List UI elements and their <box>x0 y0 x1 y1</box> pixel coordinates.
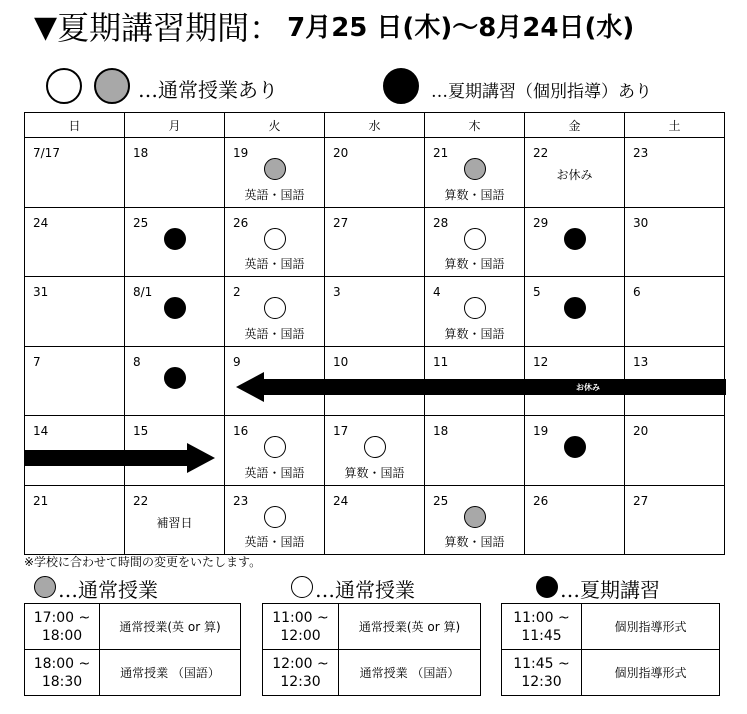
schedule-time: 18:00 ~ 18:30 <box>25 650 100 696</box>
arrow-shaft <box>264 379 726 395</box>
day-number: 15 <box>133 424 149 438</box>
calendar-day-cell <box>225 138 325 208</box>
day-number: 21 <box>433 146 449 160</box>
schedule-time: 12:00 ~ 12:30 <box>263 650 339 696</box>
schedule-row <box>25 650 241 696</box>
subject-note: 英語・国語 <box>244 326 305 341</box>
subject-note: 英語・国語 <box>244 257 305 271</box>
calendar-week-row <box>25 207 725 277</box>
weekday-header: 月 <box>125 113 225 138</box>
calendar-day-cell <box>325 416 425 486</box>
calendar-day-cell <box>125 485 225 555</box>
calendar-day-cell <box>625 138 725 208</box>
subject-note: 算数・国語 <box>444 257 505 271</box>
day-number: 24 <box>33 215 49 230</box>
calendar-day-cell <box>625 416 725 486</box>
calendar-day-cell <box>25 346 125 416</box>
day-number: 30 <box>633 215 649 230</box>
calendar-day-cell <box>25 138 125 208</box>
schedule-content: 通常授業(英 or 算) <box>100 604 241 650</box>
schedule-row <box>502 604 720 650</box>
black-circle-icon <box>164 297 186 319</box>
day-number: 22 <box>533 146 549 160</box>
subject-note: 英語・国語 <box>244 465 305 480</box>
calendar-day-cell <box>325 138 425 208</box>
white-circle-icon <box>291 576 313 598</box>
day-number: 23 <box>633 146 649 160</box>
day-number: 17 <box>333 424 349 438</box>
calendar-day-cell <box>25 485 125 555</box>
title-colon: ： <box>249 9 282 47</box>
day-number: 7/17 <box>33 146 60 160</box>
schedule-row <box>263 604 481 650</box>
calendar-week-row <box>25 138 725 208</box>
calendar-day-cell <box>425 485 525 555</box>
gray-circle-icon <box>464 506 486 528</box>
calendar-day-cell <box>425 207 525 277</box>
schedule-legend-label: …通常授業 <box>58 578 158 602</box>
day-number: 16 <box>233 424 249 438</box>
schedule-table-white <box>262 603 481 696</box>
weekday-header: 金 <box>525 113 625 138</box>
schedule-row <box>502 650 720 696</box>
calendar-day-cell <box>225 416 325 486</box>
day-number: 29 <box>533 215 549 230</box>
subject-note: 英語・国語 <box>244 535 305 549</box>
black-circle-icon <box>164 228 186 250</box>
schedule-time: 11:45 ~ 12:30 <box>502 650 582 696</box>
day-number: 8/1 <box>133 285 153 299</box>
black-circle-icon <box>564 297 586 319</box>
calendar-day-cell <box>525 416 625 486</box>
calendar-week-row <box>25 485 725 555</box>
white-circle-icon <box>464 297 486 319</box>
white-circle-icon <box>464 228 486 250</box>
day-number: 4 <box>433 285 441 299</box>
day-note: お休み <box>556 168 593 182</box>
day-number: 27 <box>633 493 649 508</box>
schedule-legend-label: …通常授業 <box>315 578 415 602</box>
day-number: 25 <box>433 493 449 508</box>
footnote: ※学校に合わせて時間の変更をいたします。 <box>24 555 262 569</box>
calendar-week-row <box>25 277 725 347</box>
day-number: 3 <box>333 285 341 299</box>
white-circle-icon <box>264 506 286 528</box>
title-main: 夏期講習期間 <box>57 9 250 47</box>
schedule-time: 11:00 ~ 11:45 <box>502 604 582 650</box>
gray-circle-icon <box>264 158 286 180</box>
calendar-table <box>24 112 725 555</box>
subject-note: 英語・国語 <box>244 187 305 202</box>
title-marker: ▼ <box>34 10 58 45</box>
black-circle-icon <box>564 228 586 250</box>
white-circle-icon <box>264 297 286 319</box>
calendar-day-cell <box>225 485 325 555</box>
calendar-day-cell <box>225 207 325 277</box>
schedule-content: 通常授業 （国語） <box>339 650 481 696</box>
day-number: 6 <box>633 285 641 299</box>
day-number: 23 <box>233 493 249 508</box>
day-number: 26 <box>533 493 549 508</box>
schedule-content: 通常授業(英 or 算) <box>339 604 481 650</box>
calendar-day-cell <box>125 346 225 416</box>
day-number: 26 <box>233 215 249 230</box>
day-number: 22 <box>133 493 149 508</box>
day-number: 20 <box>633 424 649 438</box>
calendar-day-cell <box>125 207 225 277</box>
schedule-table-black <box>501 603 720 696</box>
day-number: 10 <box>333 354 349 369</box>
weekday-header: 土 <box>625 113 725 138</box>
black-circle-icon <box>536 576 558 598</box>
legend-summer-text: …夏期講習（個別指導）あり <box>431 82 652 102</box>
schedule-content: 個別指導形式 <box>582 650 720 696</box>
black-circle-icon <box>564 436 586 458</box>
day-number: 19 <box>233 146 249 160</box>
schedule-content: 通常授業 （国語） <box>100 650 241 696</box>
calendar-day-cell <box>325 277 425 347</box>
subject-note: 算数・国語 <box>444 326 505 341</box>
day-number: 8 <box>133 354 141 369</box>
calendar-day-cell <box>325 485 425 555</box>
day-number: 21 <box>33 493 49 508</box>
schedule-legend-label: …夏期講習 <box>560 578 660 602</box>
calendar-day-cell <box>125 277 225 347</box>
day-number: 18 <box>433 424 449 438</box>
day-number: 5 <box>533 285 541 299</box>
calendar-day-cell <box>525 138 625 208</box>
calendar-day-cell <box>525 277 625 347</box>
day-number: 19 <box>533 424 549 438</box>
arrow-head <box>236 372 264 402</box>
black-circle-icon <box>383 68 419 104</box>
calendar-day-cell <box>25 207 125 277</box>
weekday-header: 木 <box>425 113 525 138</box>
white-circle-icon <box>364 436 386 458</box>
page-title <box>34 6 634 50</box>
calendar-day-cell <box>25 277 125 347</box>
weekday-header: 水 <box>325 113 425 138</box>
calendar-day-cell <box>525 207 625 277</box>
day-number: 24 <box>333 493 349 508</box>
holiday-arrow-right <box>25 443 215 473</box>
schedule-row <box>263 650 481 696</box>
calendar-day-cell <box>625 207 725 277</box>
day-number: 18 <box>133 146 149 160</box>
black-circle-icon <box>164 367 186 389</box>
holiday-arrow-left <box>236 372 726 402</box>
day-number: 13 <box>633 354 649 369</box>
white-circle-icon <box>46 68 82 104</box>
gray-circle-icon <box>94 68 130 104</box>
arrow-shaft <box>25 450 187 466</box>
schedule-time: 17:00 ~ 18:00 <box>25 604 100 650</box>
calendar-day-cell <box>325 207 425 277</box>
subject-note: 算数・国語 <box>444 187 505 202</box>
schedule-table-gray <box>24 603 241 696</box>
schedule-time: 11:00 ~ 12:00 <box>263 604 339 650</box>
schedule-content: 個別指導形式 <box>582 604 720 650</box>
legend-regular-text: …通常授業あり <box>138 78 278 102</box>
day-number: 12 <box>533 354 549 369</box>
weekday-header-row <box>25 113 725 138</box>
calendar-day-cell <box>625 485 725 555</box>
day-number: 25 <box>133 215 149 230</box>
title-dates: 7月25 日(木)～8月24日(水) <box>287 13 635 43</box>
subject-note: 算数・国語 <box>344 465 405 480</box>
arrow-head <box>187 443 215 473</box>
gray-circle-icon <box>34 576 56 598</box>
weekday-header: 火 <box>225 113 325 138</box>
day-number: 31 <box>33 285 49 299</box>
day-number: 11 <box>433 354 449 369</box>
subject-note: 算数・国語 <box>444 535 505 549</box>
weekday-header: 日 <box>25 113 125 138</box>
day-note: 補習日 <box>156 515 193 530</box>
day-number: 20 <box>333 146 349 160</box>
day-number: 27 <box>333 215 349 230</box>
day-number: 7 <box>33 354 41 369</box>
calendar-day-cell <box>425 138 525 208</box>
schedule-row <box>25 604 241 650</box>
day-number: 28 <box>433 215 449 230</box>
gray-circle-icon <box>464 158 486 180</box>
calendar-day-cell <box>125 138 225 208</box>
calendar-day-cell <box>625 277 725 347</box>
white-circle-icon <box>264 228 286 250</box>
calendar-day-cell <box>525 485 625 555</box>
calendar-day-cell <box>425 416 525 486</box>
day-number: 14 <box>33 424 49 438</box>
day-number: 9 <box>233 354 241 369</box>
calendar-day-cell <box>425 277 525 347</box>
white-circle-icon <box>264 436 286 458</box>
arrow-holiday-text: お休み <box>576 383 600 392</box>
day-number: 2 <box>233 285 241 299</box>
calendar-day-cell <box>225 277 325 347</box>
